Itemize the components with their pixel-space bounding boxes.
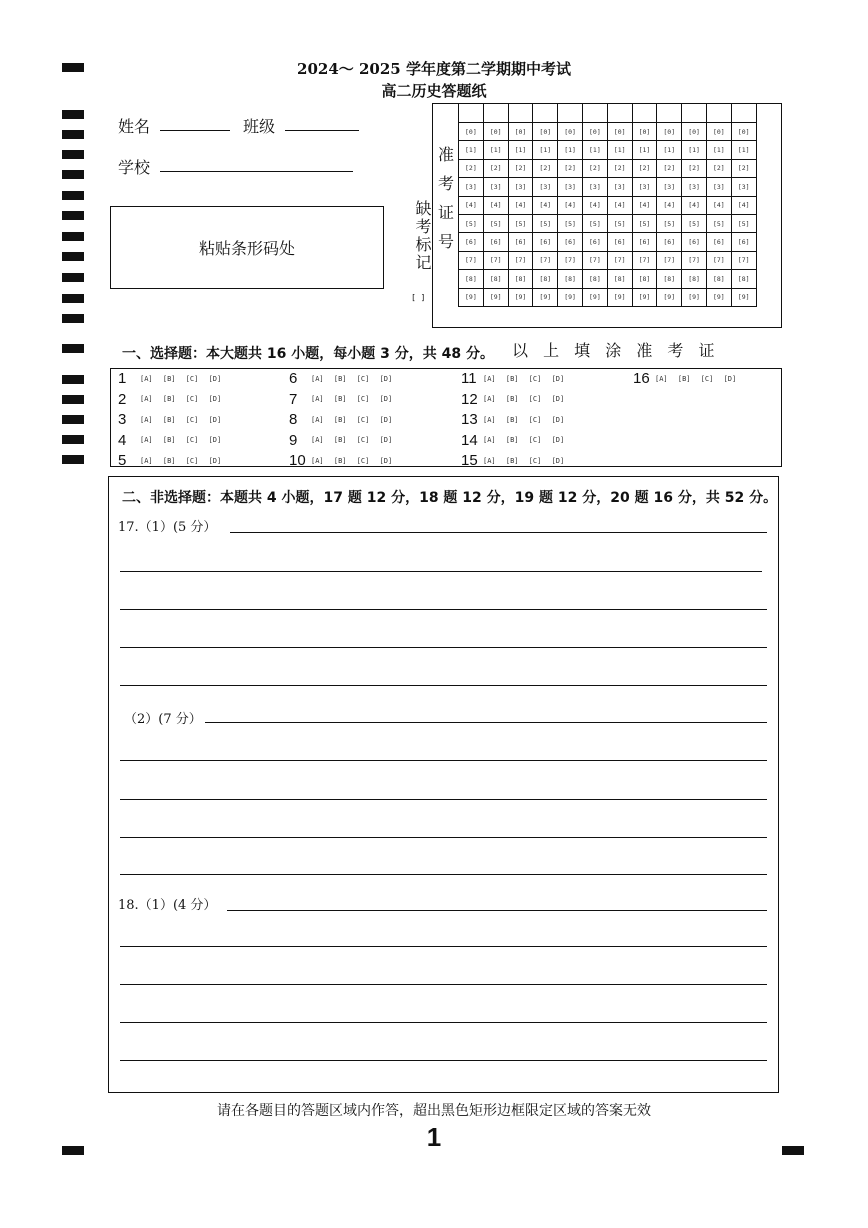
exam-id-bubble[interactable]: [9]	[706, 288, 731, 306]
question-number: 5	[118, 452, 127, 469]
answer-line[interactable]	[230, 532, 767, 533]
question-number: 13	[461, 411, 478, 428]
exam-id-bubble[interactable]: [9]	[657, 288, 682, 306]
question-number: 16	[633, 370, 650, 387]
exam-id-bubble[interactable]: [1]	[607, 141, 632, 159]
answer-options[interactable]: [A] [B] [C] [D]	[311, 395, 393, 403]
choice-question	[461, 452, 564, 469]
exam-id-bubble[interactable]: [1]	[731, 141, 756, 159]
class-field[interactable]	[285, 130, 359, 131]
exam-id-bubble[interactable]: [8]	[607, 270, 632, 288]
question-number: 6	[289, 370, 298, 387]
exam-id-bubble[interactable]: [4]	[459, 196, 484, 214]
exam-id-bubble[interactable]: [5]	[632, 214, 657, 232]
exam-id-bubble[interactable]: [0]	[582, 123, 607, 141]
q17-part1-label: 17.（1）(5 分）	[118, 520, 217, 535]
question-number: 2	[118, 390, 127, 408]
exam-id-bubble[interactable]: [2]	[682, 159, 707, 177]
exam-id-bubble[interactable]: [2]	[731, 159, 756, 177]
exam-id-bubble[interactable]: [3]	[582, 178, 607, 196]
answer-line[interactable]	[120, 1022, 767, 1023]
answer-options[interactable]: [A] [B] [C] [D]	[311, 374, 393, 383]
exam-id-bubble[interactable]: [2]	[459, 159, 484, 177]
question-number: 3	[118, 411, 127, 428]
exam-id-bubble[interactable]: [7]	[558, 251, 583, 269]
exam-id-bubble[interactable]: [0]	[682, 123, 707, 141]
exam-id-bubble[interactable]: [6]	[459, 233, 484, 251]
exam-id-bubble[interactable]: [1]	[582, 141, 607, 159]
exam-id-bubble[interactable]: [5]	[657, 214, 682, 232]
question-number: 12	[461, 390, 478, 408]
exam-id-bubble[interactable]: [9]	[731, 288, 756, 306]
answer-line[interactable]	[205, 722, 767, 723]
exam-id-write-cell[interactable]	[731, 104, 756, 123]
exam-id-write-cell[interactable]	[558, 104, 583, 123]
exam-id-bubble[interactable]: [8]	[731, 270, 756, 288]
answer-options[interactable]: [A] [B] [C] [D]	[483, 415, 565, 424]
exam-id-bubble[interactable]: [5]	[582, 214, 607, 232]
exam-id-write-cell[interactable]	[483, 104, 508, 123]
school-label: 学校	[118, 158, 151, 177]
exam-id-bubble[interactable]: [7]	[731, 251, 756, 269]
exam-id-write-cell[interactable]	[533, 104, 558, 123]
answer-options[interactable]: [A] [B] [C] [D]	[655, 374, 737, 383]
exam-id-bubble[interactable]: [8]	[682, 270, 707, 288]
answer-options[interactable]: [A] [B] [C] [D]	[483, 436, 565, 444]
exam-id-bubble[interactable]: [0]	[706, 123, 731, 141]
exam-id-write-cell[interactable]	[459, 104, 484, 123]
choice-question	[118, 452, 221, 469]
exam-id-bubble[interactable]: [3]	[533, 178, 558, 196]
choice-question	[289, 452, 392, 469]
exam-id-bubble[interactable]: [9]	[682, 288, 707, 306]
answer-options[interactable]: [A] [B] [C] [D]	[311, 415, 393, 424]
exam-id-write-cell[interactable]	[657, 104, 682, 123]
exam-id-write-cell[interactable]	[632, 104, 657, 123]
exam-id-bubble[interactable]: [6]	[731, 233, 756, 251]
answer-line[interactable]	[120, 647, 767, 648]
exam-title: 2024～ 2025 学年度第二学期期中考试	[297, 60, 571, 78]
exam-id-bubble[interactable]: [0]	[607, 123, 632, 141]
choice-question	[118, 370, 221, 387]
exam-id-bubble[interactable]: [8]	[533, 270, 558, 288]
answer-line[interactable]	[120, 837, 767, 838]
exam-id-bubble[interactable]: [7]	[706, 251, 731, 269]
choice-question	[118, 391, 221, 408]
exam-id-bubble[interactable]: [5]	[533, 214, 558, 232]
exam-id-bubble[interactable]: [4]	[682, 196, 707, 214]
fill-exam-id-note: 以 上 填 涂 准 考 证	[512, 341, 720, 360]
answer-line[interactable]	[120, 799, 767, 800]
exam-id-bubble[interactable]: [1]	[558, 141, 583, 159]
exam-id-bubble[interactable]: [4]	[607, 196, 632, 214]
exam-id-bubble[interactable]: [5]	[508, 214, 533, 232]
choice-question	[461, 411, 564, 428]
exam-id-bubble[interactable]: [7]	[607, 251, 632, 269]
exam-id-bubble[interactable]: [3]	[558, 178, 583, 196]
choice-question	[289, 391, 392, 408]
class-label: 班级	[243, 117, 276, 136]
exam-id-char: 准	[437, 145, 454, 164]
exam-id-bubble[interactable]: [0]	[459, 123, 484, 141]
exam-id-bubble[interactable]: [2]	[508, 159, 533, 177]
exam-id-bubble[interactable]: [7]	[459, 251, 484, 269]
choice-question	[289, 411, 392, 428]
exam-id-bubble[interactable]: [4]	[657, 196, 682, 214]
answer-line[interactable]	[120, 984, 767, 985]
question-number: 1	[118, 370, 127, 387]
answer-options[interactable]: [A] [B] [C] [D]	[483, 374, 565, 383]
choice-question	[289, 432, 392, 449]
exam-id-bubble[interactable]: [6]	[657, 233, 682, 251]
exam-id-bubble[interactable]: [6]	[632, 233, 657, 251]
question-number: 9	[289, 431, 298, 449]
answer-options[interactable]: [A] [B] [C] [D]	[140, 456, 222, 465]
exam-id-bubble[interactable]: [8]	[558, 270, 583, 288]
sheet-subtitle: 高二历史答题纸	[381, 82, 487, 100]
exam-id-write-cell[interactable]	[682, 104, 707, 123]
answer-options[interactable]: [A] [B] [C] [D]	[311, 436, 393, 444]
exam-id-bubble[interactable]: [6]	[682, 233, 707, 251]
exam-id-bubble[interactable]: [0]	[483, 123, 508, 141]
footer-note: 请在各题目的答题区域内作答，超出黑色矩形边框限定区域的答案无效	[217, 1103, 651, 1119]
exam-id-bubble[interactable]: [8]	[508, 270, 533, 288]
exam-id-bubble[interactable]: [3]	[682, 178, 707, 196]
choice-question	[118, 411, 221, 428]
exam-id-bubble[interactable]: [3]	[607, 178, 632, 196]
answer-options[interactable]: [A] [B] [C] [D]	[140, 395, 222, 403]
answer-line[interactable]	[120, 571, 762, 572]
exam-id-bubble[interactable]: [6]	[533, 233, 558, 251]
answer-line[interactable]	[227, 910, 767, 911]
free-response-box	[108, 476, 779, 1093]
exam-id-bubble[interactable]: [4]	[483, 196, 508, 214]
exam-id-bubble[interactable]: [3]	[731, 178, 756, 196]
exam-id-bubble[interactable]: [2]	[558, 159, 583, 177]
exam-id-bubble[interactable]: [1]	[706, 141, 731, 159]
exam-id-bubble[interactable]: [3]	[483, 178, 508, 196]
exam-id-bubble[interactable]: [3]	[706, 178, 731, 196]
exam-id-bubble[interactable]: [8]	[582, 270, 607, 288]
exam-id-bubble[interactable]: [1]	[459, 141, 484, 159]
exam-id-bubble[interactable]: [0]	[632, 123, 657, 141]
choice-question	[118, 432, 221, 449]
exam-id-bubble[interactable]: [9]	[459, 288, 484, 306]
question-number: 4	[118, 431, 127, 449]
exam-id-label	[436, 140, 456, 256]
exam-id-bubble[interactable]: [8]	[706, 270, 731, 288]
exam-id-bubble[interactable]: [1]	[632, 141, 657, 159]
question-number: 8	[289, 411, 298, 428]
exam-id-bubble[interactable]: [4]	[706, 196, 731, 214]
exam-id-bubble[interactable]: [1]	[508, 141, 533, 159]
exam-id-bubble[interactable]: [8]	[632, 270, 657, 288]
exam-id-bubble[interactable]: [6]	[706, 233, 731, 251]
exam-id-bubble[interactable]: [0]	[558, 123, 583, 141]
answer-line[interactable]	[120, 609, 767, 610]
exam-id-bubble[interactable]: [1]	[483, 141, 508, 159]
exam-id-bubble[interactable]: [6]	[607, 233, 632, 251]
exam-id-char: 考	[437, 174, 454, 193]
answer-options[interactable]: [A] [B] [C] [D]	[140, 415, 222, 424]
exam-id-bubble[interactable]: [8]	[459, 270, 484, 288]
answer-line[interactable]	[120, 874, 767, 875]
exam-id-bubble[interactable]: [0]	[657, 123, 682, 141]
choice-question	[461, 370, 564, 387]
exam-id-bubble[interactable]: [5]	[459, 214, 484, 232]
exam-id-bubble[interactable]: [2]	[533, 159, 558, 177]
exam-id-bubble[interactable]: [7]	[682, 251, 707, 269]
exam-id-bubble[interactable]: [9]	[632, 288, 657, 306]
exam-id-bubble[interactable]: [5]	[682, 214, 707, 232]
q18-part1-label: 18.（1）(4 分）	[118, 898, 217, 913]
answer-line[interactable]	[120, 760, 767, 761]
exam-id-grid	[458, 103, 757, 307]
free-section-heading: 二、非选择题：本题共 4 小题，17 题 12 分，18 题 12 分，19 题 12 分，20 题 16 分，共 52 分。	[122, 490, 778, 506]
name-label: 姓名	[118, 117, 151, 136]
exam-id-bubble[interactable]: [5]	[706, 214, 731, 232]
exam-id-bubble[interactable]: [2]	[607, 159, 632, 177]
exam-id-bubble[interactable]: [7]	[582, 251, 607, 269]
exam-id-bubble[interactable]: [6]	[483, 233, 508, 251]
choice-question	[461, 432, 564, 449]
answer-options[interactable]: [A] [B] [C] [D]	[140, 374, 222, 383]
name-field[interactable]	[160, 130, 230, 131]
exam-id-bubble[interactable]: [5]	[731, 214, 756, 232]
exam-id-bubble[interactable]: [3]	[459, 178, 484, 196]
exam-id-bubble[interactable]: [3]	[657, 178, 682, 196]
exam-id-bubble[interactable]: [7]	[483, 251, 508, 269]
question-number: 7	[289, 390, 298, 408]
exam-id-bubble[interactable]: [7]	[632, 251, 657, 269]
question-number: 14	[461, 431, 478, 449]
absent-label: 缺考标记	[413, 200, 432, 272]
exam-id-bubble[interactable]: [3]	[632, 178, 657, 196]
exam-id-write-cell[interactable]	[508, 104, 533, 123]
choice-question	[289, 370, 392, 387]
exam-id-bubble[interactable]: [2]	[706, 159, 731, 177]
barcode-area	[110, 206, 384, 289]
answer-line[interactable]	[120, 946, 767, 947]
exam-id-bubble[interactable]: [9]	[607, 288, 632, 306]
exam-id-bubble[interactable]: [4]	[558, 196, 583, 214]
choice-question	[461, 391, 564, 408]
exam-id-bubble[interactable]: [4]	[582, 196, 607, 214]
exam-id-bubble[interactable]: [2]	[657, 159, 682, 177]
exam-id-write-cell[interactable]	[706, 104, 731, 123]
answer-line[interactable]	[120, 685, 767, 686]
choice-section-heading: 一、选择题：本大题共 16 小题，每小题 3 分，共 48 分。	[122, 346, 494, 362]
exam-id-bubble[interactable]: [5]	[558, 214, 583, 232]
exam-id-bubble[interactable]: [9]	[508, 288, 533, 306]
exam-id-bubble[interactable]: [9]	[582, 288, 607, 306]
exam-id-char: 号	[437, 232, 454, 251]
exam-id-bubble[interactable]: [6]	[508, 233, 533, 251]
absent-checkbox[interactable]: [ ]	[411, 293, 426, 302]
exam-id-bubble[interactable]: [0]	[731, 123, 756, 141]
barcode-label: 粘贴条形码处	[198, 239, 295, 258]
exam-id-bubble[interactable]: [7]	[508, 251, 533, 269]
exam-id-bubble[interactable]: [2]	[582, 159, 607, 177]
exam-id-bubble[interactable]: [8]	[657, 270, 682, 288]
exam-id-bubble[interactable]: [2]	[632, 159, 657, 177]
school-field[interactable]	[160, 171, 353, 172]
exam-id-bubble[interactable]: [0]	[508, 123, 533, 141]
exam-id-write-cell[interactable]	[607, 104, 632, 123]
exam-id-bubble[interactable]: [9]	[533, 288, 558, 306]
exam-id-bubble[interactable]: [6]	[558, 233, 583, 251]
answer-options[interactable]: [A] [B] [C] [D]	[311, 456, 393, 465]
question-number: 11	[461, 370, 477, 387]
q17-part2-label: （2）(7 分）	[124, 712, 202, 727]
exam-id-char: 证	[437, 203, 454, 222]
exam-id-bubble[interactable]: [6]	[582, 233, 607, 251]
exam-id-bubble[interactable]: [4]	[533, 196, 558, 214]
answer-options[interactable]: [A] [B] [C] [D]	[483, 395, 565, 403]
exam-id-bubble[interactable]: [9]	[558, 288, 583, 306]
answer-line[interactable]	[120, 1060, 767, 1061]
exam-id-bubble[interactable]: [0]	[533, 123, 558, 141]
exam-id-bubble[interactable]: [4]	[508, 196, 533, 214]
exam-id-bubble[interactable]: [2]	[483, 159, 508, 177]
exam-id-bubble[interactable]: [3]	[508, 178, 533, 196]
answer-options[interactable]: [A] [B] [C] [D]	[483, 456, 565, 465]
page-number: 1	[426, 1122, 442, 1152]
choice-question	[633, 370, 736, 387]
answer-options[interactable]: [A] [B] [C] [D]	[140, 436, 222, 444]
exam-id-bubble[interactable]: [8]	[483, 270, 508, 288]
exam-id-bubble[interactable]: [1]	[533, 141, 558, 159]
exam-id-bubble[interactable]: [1]	[657, 141, 682, 159]
exam-id-write-cell[interactable]	[582, 104, 607, 123]
exam-id-bubble[interactable]: [4]	[731, 196, 756, 214]
exam-id-bubble[interactable]: [5]	[483, 214, 508, 232]
exam-id-bubble[interactable]: [7]	[657, 251, 682, 269]
exam-id-bubble[interactable]: [9]	[483, 288, 508, 306]
exam-id-bubble[interactable]: [7]	[533, 251, 558, 269]
question-number: 15	[461, 452, 478, 469]
exam-id-bubble[interactable]: [4]	[632, 196, 657, 214]
exam-id-bubble[interactable]: [5]	[607, 214, 632, 232]
exam-id-bubble[interactable]: [1]	[682, 141, 707, 159]
question-number: 10	[289, 452, 306, 469]
